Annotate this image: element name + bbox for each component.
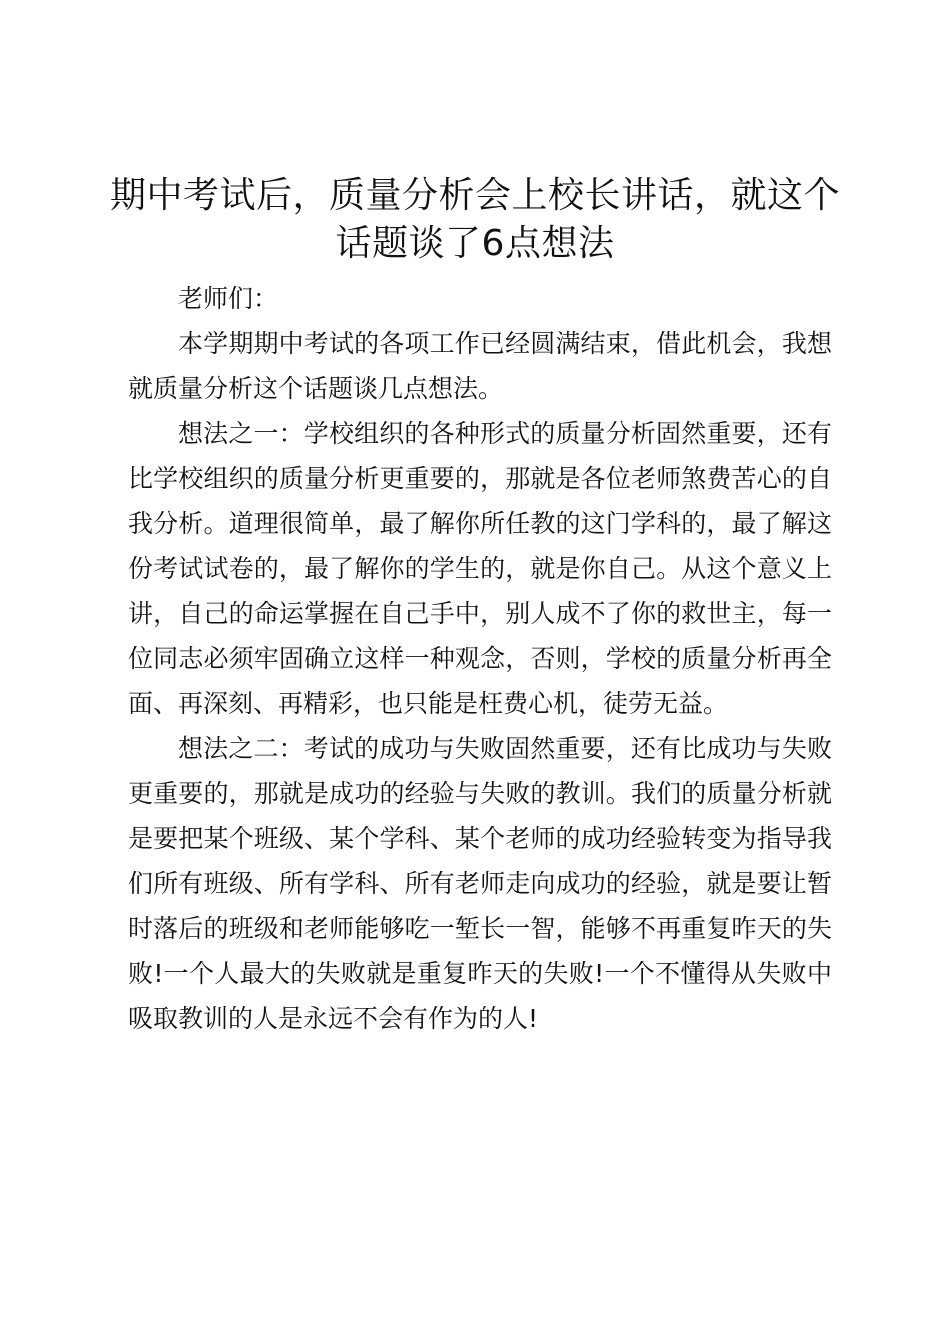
document-body [128,276,832,1041]
paragraph-intro: 本学期期中考试的各项工作已经圆满结束，借此机会，我想就质量分析这个话题谈几点想法。 [128,329,832,403]
salutation: 老师们： [178,284,279,313]
paragraph-idea-2: 想法之二：考试的成功与失败固然重要，还有比成功与失败更重要的，那就是成功的经验与失败的教训。我们的质量分析就是要把某个班级、某个学科、某个老师的成功经验转变为指导我们所有班级、所有学科、所有老师走向成功的经验，就是要让暂时落后的班级和老师能够吃一堑长一智，能够不再重复昨天的失败!一个人最大的失败就是重复昨天的失败!一个不懂得从失败中吸取教训的人是永远不会有作为的人! [128,734,832,1033]
document-title: 期中考试后，质量分析会上校长讲话，就这个话题谈了6点想法 [110,175,841,264]
paragraph-idea-1: 想法之一：学校组织的各种形式的质量分析固然重要，还有比学校组织的质量分析更重要的，那就是各位老师煞费苦心的自我分析。道理很简单，最了解你所任教的这门学科的，最了解这份考试试卷的，最了解你的学生的，就是你自己。从这个意义上讲，自己的命运掌握在自己手中，别人成不了你的救世主，每一位同志必须牢固确立这样一种观念，否则，学校的质量分析再全面、再深刻、再精彩，也只能是枉费心机，徒劳无益。 [128,419,832,718]
